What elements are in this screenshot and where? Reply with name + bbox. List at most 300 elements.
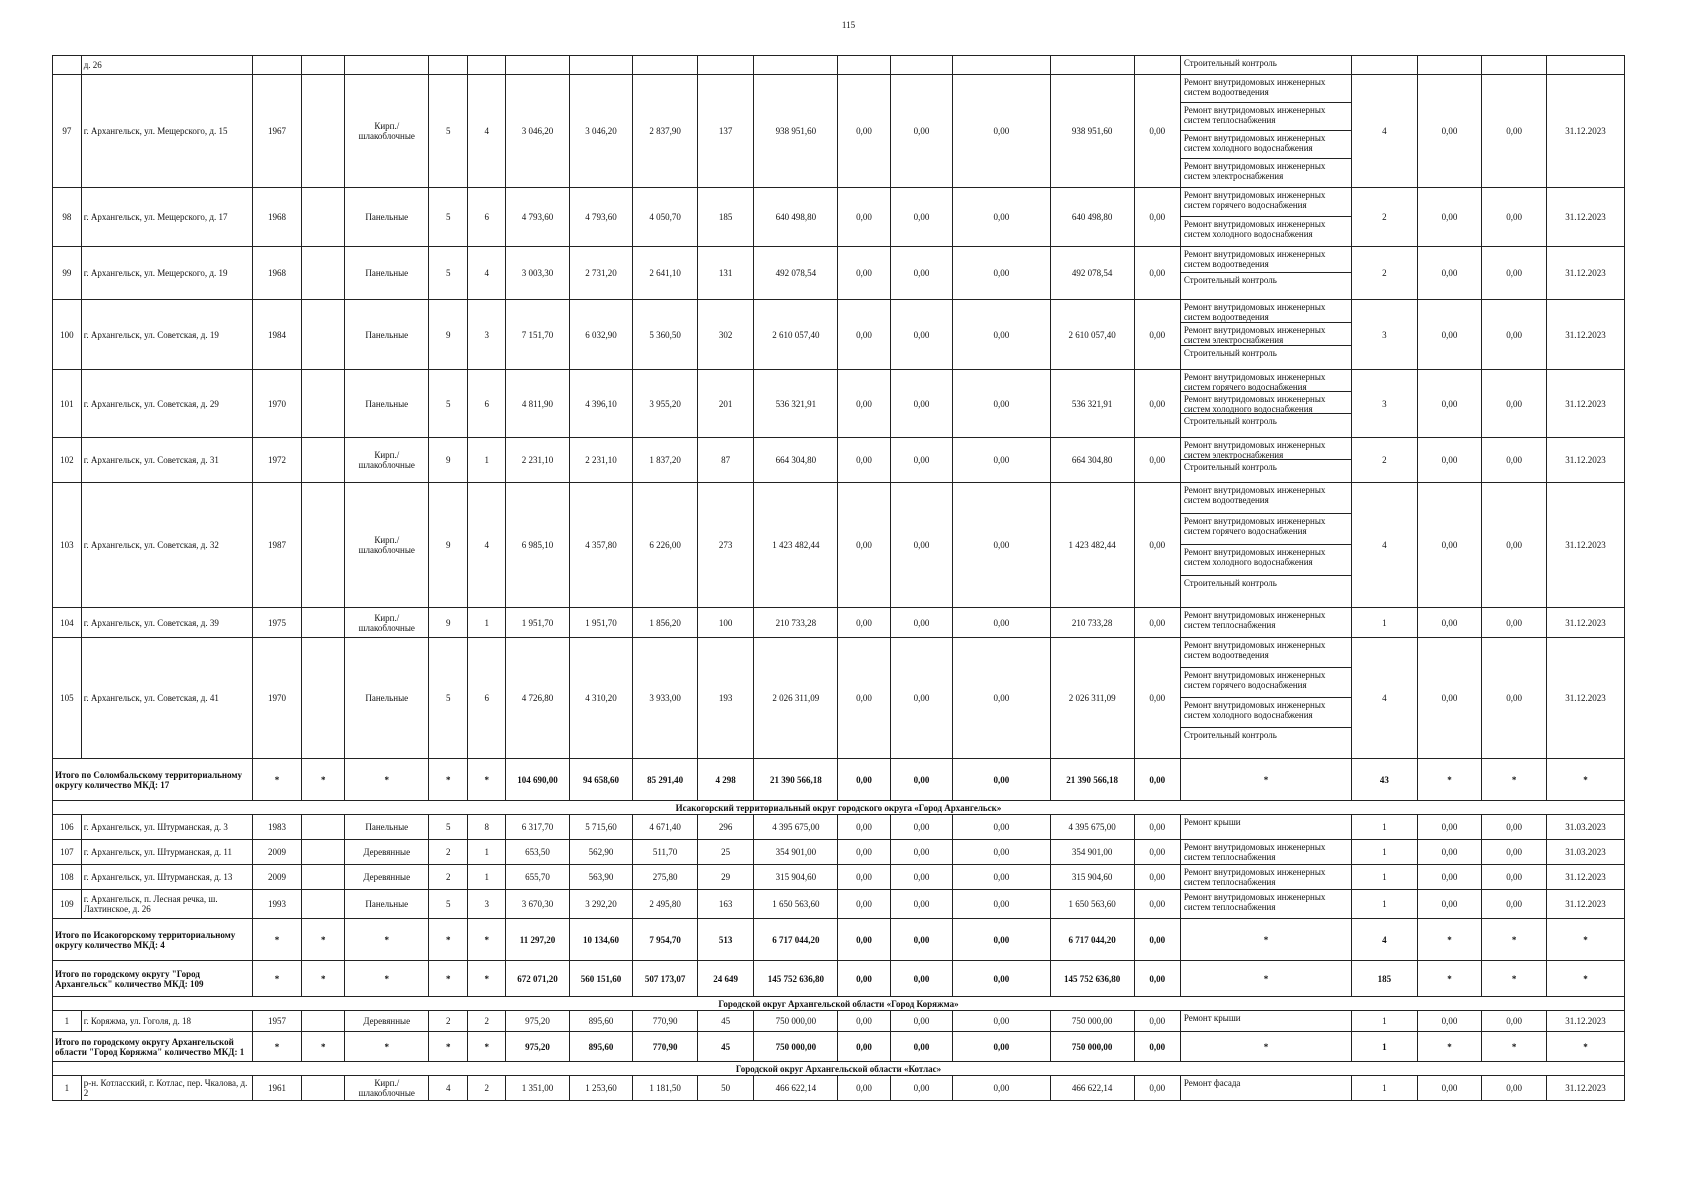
works-cell (1180, 1076, 1351, 1101)
table-cell: 672 071,20 (506, 961, 570, 997)
table-cell: 0,00 (838, 608, 890, 638)
table-cell: 1975 (252, 608, 301, 638)
table-cell: 29 (697, 865, 753, 890)
table-cell: 137 (697, 75, 753, 188)
total-label: Итого по Исакогорскому территориальному округу количество МКД: 4 (53, 919, 253, 961)
section-header-row (53, 801, 1625, 815)
table-cell: 0,00 (838, 961, 890, 997)
table-cell (754, 56, 838, 75)
table-cell: 9 (429, 438, 468, 483)
work-item: Ремонт внутридомовых инженерных систем теплоснабжения (1183, 892, 1326, 912)
table-row (53, 840, 1625, 865)
table-cell: 31.12.2023 (1546, 638, 1624, 759)
work-item: Ремонт внутридомовых инженерных систем горячего водоснабжения (1181, 668, 1351, 698)
work-item: Ремонт крыши (1183, 817, 1241, 827)
works-cell (1180, 370, 1351, 438)
table-cell: 0,00 (1134, 815, 1180, 840)
row-number: 1 (53, 1076, 82, 1101)
table-cell: 31.03.2023 (1546, 815, 1624, 840)
table-cell: 0,00 (838, 815, 890, 840)
table-cell: 0,00 (1417, 638, 1482, 759)
table-cell: 3 (468, 300, 506, 370)
table-cell: 1 650 563,60 (754, 890, 838, 919)
table-cell: * (1546, 759, 1624, 801)
table-cell: 7 151,70 (506, 300, 570, 370)
table-cell: 0,00 (1482, 840, 1547, 865)
table-cell: 492 078,54 (1050, 247, 1134, 300)
table-cell: 31.12.2023 (1546, 247, 1624, 300)
table-cell: 0,00 (890, 759, 953, 801)
table-cell: * (429, 919, 468, 961)
table-cell: 5 (429, 370, 468, 438)
table-cell: 50 (697, 1076, 753, 1101)
table-cell: 1 (1352, 890, 1418, 919)
table-cell: Панельные (345, 638, 429, 759)
table-cell: 145 752 636,80 (1050, 961, 1134, 997)
table-cell: 0,00 (1134, 483, 1180, 608)
works-cell (1180, 247, 1351, 300)
table-cell: 21 390 566,18 (754, 759, 838, 801)
table-cell: 0,00 (1482, 608, 1547, 638)
address-cell: г. Архангельск, п. Лесная речка, ш. Лахтинское, д. 26 (81, 890, 252, 919)
table-cell: 513 (697, 919, 753, 961)
table-cell: 0,00 (1482, 638, 1547, 759)
table-cell: 653,50 (506, 840, 570, 865)
address-cell: г. Архангельск, ул. Мещерского, д. 17 (81, 188, 252, 247)
works-cell (1180, 815, 1351, 840)
table-cell: 0,00 (838, 1032, 890, 1062)
address-cell: д. 26 (81, 56, 252, 75)
table-cell: 0,00 (1417, 188, 1482, 247)
table-cell: 0,00 (1417, 815, 1482, 840)
table-cell: 210 733,28 (1050, 608, 1134, 638)
address-cell: г. Архангельск, ул. Мещерского, д. 15 (81, 75, 252, 188)
row-number: 107 (53, 840, 82, 865)
table-cell: 640 498,80 (754, 188, 838, 247)
table-cell: * (1180, 1032, 1351, 1062)
table-cell: Панельные (345, 188, 429, 247)
work-item: Ремонт крыши (1183, 1013, 1241, 1023)
table-cell: 0,00 (953, 438, 1050, 483)
table-cell: 0,00 (1134, 1011, 1180, 1032)
table-cell: 0,00 (1482, 438, 1547, 483)
table-cell: Деревянные (345, 840, 429, 865)
work-item: Строительный контроль (1183, 275, 1277, 285)
table-cell: 5 360,50 (633, 300, 698, 370)
table-cell (302, 815, 345, 840)
address-cell: г. Архангельск, ул. Советская, д. 39 (81, 608, 252, 638)
table-cell: * (345, 1032, 429, 1062)
table-cell (429, 56, 468, 75)
table-cell: 1983 (252, 815, 301, 840)
table-cell: * (252, 759, 301, 801)
table-row (53, 300, 1625, 370)
section-title: Городской округ Архангельской области «Котлас» (53, 1062, 1625, 1076)
table-cell (302, 438, 345, 483)
table-cell: * (345, 961, 429, 997)
table-cell: Кирп./ шлакоблочные (345, 608, 429, 638)
works-cell (1180, 890, 1351, 919)
table-cell: 4 395 675,00 (1050, 815, 1134, 840)
table-cell: 5 (429, 890, 468, 919)
table-cell: * (302, 1032, 345, 1062)
table-cell: * (302, 961, 345, 997)
table-cell: 4 793,60 (506, 188, 570, 247)
row-number: 100 (53, 300, 82, 370)
table-cell: * (429, 759, 468, 801)
table-cell: Панельные (345, 300, 429, 370)
table-cell: 4 050,70 (633, 188, 698, 247)
table-cell: 4 298 (697, 759, 753, 801)
table-cell: * (468, 919, 506, 961)
row-number (53, 56, 82, 75)
address-cell: г. Архангельск, ул. Советская, д. 32 (81, 483, 252, 608)
section-header-row (53, 997, 1625, 1011)
table-cell: 0,00 (838, 890, 890, 919)
table-cell: 1 837,20 (633, 438, 698, 483)
work-item: Ремонт внутридомовых инженерных систем холодного водоснабжения (1181, 131, 1351, 159)
table-cell: 770,90 (633, 1011, 698, 1032)
table-cell: 1984 (252, 300, 301, 370)
work-item: Ремонт внутридомовых инженерных систем электроснабжения (1183, 161, 1326, 181)
table-cell: * (345, 759, 429, 801)
table-cell: 9 (429, 300, 468, 370)
table-cell: 3 955,20 (633, 370, 698, 438)
table-cell: 4 395 675,00 (754, 815, 838, 840)
table-row (53, 815, 1625, 840)
table-cell: 0,00 (1417, 840, 1482, 865)
table-cell: 3 (468, 890, 506, 919)
table-cell: 354 901,00 (1050, 840, 1134, 865)
table-cell: 1 351,00 (506, 1076, 570, 1101)
table-cell: Панельные (345, 247, 429, 300)
row-number: 102 (53, 438, 82, 483)
table-cell: 0,00 (953, 608, 1050, 638)
table-cell: 6 317,70 (506, 815, 570, 840)
table-cell (1050, 56, 1134, 75)
table-cell: 0,00 (1482, 370, 1547, 438)
table-cell: 0,00 (1482, 1076, 1547, 1101)
works-cell (1180, 75, 1351, 188)
table-cell: 975,20 (506, 1032, 570, 1062)
table-cell: 31.12.2023 (1546, 188, 1624, 247)
address-cell: г. Коряжма, ул. Гоголя, д. 18 (81, 1011, 252, 1032)
table-cell: 3 (1352, 300, 1418, 370)
table-cell: 296 (697, 815, 753, 840)
table-cell: 31.12.2023 (1546, 370, 1624, 438)
table-cell: 31.12.2023 (1546, 890, 1624, 919)
table-cell: 45 (697, 1011, 753, 1032)
table-cell: 0,00 (1417, 75, 1482, 188)
table-cell: 0,00 (1134, 865, 1180, 890)
table-cell: 1 856,20 (633, 608, 698, 638)
table-cell: 2 231,10 (506, 438, 570, 483)
table-cell (252, 56, 301, 75)
work-item: Ремонт внутридомовых инженерных систем холодного водоснабжения (1181, 545, 1351, 576)
table-cell: 0,00 (953, 75, 1050, 188)
table-row (53, 247, 1625, 300)
table-cell: Кирп./ шлакоблочные (345, 483, 429, 608)
table-cell: 2 (1352, 438, 1418, 483)
table-cell: 2 (468, 1011, 506, 1032)
table-cell: 2 837,90 (633, 75, 698, 188)
table-cell: 0,00 (890, 1076, 953, 1101)
table-cell: 1987 (252, 483, 301, 608)
works-cell (1180, 300, 1351, 370)
table-cell: Деревянные (345, 865, 429, 890)
table-cell: 2009 (252, 840, 301, 865)
table-cell: 0,00 (890, 483, 953, 608)
table-cell: 185 (697, 188, 753, 247)
table-cell: 94 658,60 (569, 759, 633, 801)
works-cell (1180, 840, 1351, 865)
table-cell: 0,00 (1417, 247, 1482, 300)
table-cell: 0,00 (953, 815, 1050, 840)
table-cell: 0,00 (1134, 890, 1180, 919)
table-cell (1134, 56, 1180, 75)
table-cell: 0,00 (1134, 759, 1180, 801)
table-cell: 24 649 (697, 961, 753, 997)
table-cell: 0,00 (1417, 865, 1482, 890)
table-cell: * (1180, 759, 1351, 801)
work-item: Ремонт внутридомовых инженерных систем горячего водоснабжения (1181, 370, 1351, 392)
table-cell: 8 (468, 815, 506, 840)
table-cell: 0,00 (1134, 300, 1180, 370)
table-cell: 0,00 (890, 840, 953, 865)
works-cell (1180, 865, 1351, 890)
table-cell: 0,00 (1482, 865, 1547, 890)
table-cell: 0,00 (1482, 75, 1547, 188)
table-cell: 0,00 (838, 840, 890, 865)
table-cell: 1 951,70 (569, 608, 633, 638)
work-item: Ремонт внутридомовых инженерных систем водоотведения (1181, 247, 1351, 273)
table-cell: 0,00 (1417, 890, 1482, 919)
works-cell (1180, 438, 1351, 483)
table-cell: 21 390 566,18 (1050, 759, 1134, 801)
table-cell: 0,00 (1134, 608, 1180, 638)
table-cell: 750 000,00 (754, 1011, 838, 1032)
work-item: Ремонт внутридомовых инженерных систем водоотведения (1181, 638, 1351, 668)
table-cell: 2 495,80 (633, 890, 698, 919)
table-cell: 2 641,10 (633, 247, 698, 300)
address-cell: г. Архангельск, ул. Советская, д. 41 (81, 638, 252, 759)
table-cell: 4 310,20 (569, 638, 633, 759)
capital-repair-register-table (52, 55, 1625, 1101)
table-row (53, 483, 1625, 608)
table-row (53, 608, 1625, 638)
table-cell: 4 (1352, 483, 1418, 608)
table-cell: 10 134,60 (569, 919, 633, 961)
table-cell: 1 253,60 (569, 1076, 633, 1101)
table-cell: 1 (1352, 815, 1418, 840)
table-cell: 6 717 044,20 (1050, 919, 1134, 961)
table-cell: 0,00 (1134, 919, 1180, 961)
work-item: Строительный контроль (1183, 58, 1277, 68)
address-cell: г. Архангельск, ул. Мещерского, д. 19 (81, 247, 252, 300)
table-cell: 938 951,60 (754, 75, 838, 188)
total-label: Итого по городскому округу "Город Архангельск" количество МКД: 109 (53, 961, 253, 997)
table-cell: 5 (429, 75, 468, 188)
table-cell: 3 933,00 (633, 638, 698, 759)
table-cell: 5 (429, 815, 468, 840)
work-item: Строительный контроль (1183, 416, 1277, 426)
table-cell: 87 (697, 438, 753, 483)
table-cell (302, 247, 345, 300)
table-cell: 104 690,00 (506, 759, 570, 801)
table-cell: 492 078,54 (754, 247, 838, 300)
table-cell: * (1546, 1032, 1624, 1062)
table-cell: 85 291,40 (633, 759, 698, 801)
table-cell: 43 (1352, 759, 1418, 801)
table-cell: 0,00 (1482, 483, 1547, 608)
table-cell (633, 56, 698, 75)
table-cell: 466 622,14 (754, 1076, 838, 1101)
table-cell: 0,00 (838, 300, 890, 370)
row-number: 99 (53, 247, 82, 300)
section-title: Городской округ Архангельской области «Город Коряжма» (53, 997, 1625, 1011)
table-cell: 0,00 (890, 370, 953, 438)
table-cell (302, 56, 345, 75)
table-cell: 4 793,60 (569, 188, 633, 247)
table-cell: 655,70 (506, 865, 570, 890)
table-cell: 302 (697, 300, 753, 370)
table-cell: 536 321,91 (754, 370, 838, 438)
table-cell: 1970 (252, 638, 301, 759)
table-cell: 750 000,00 (1050, 1011, 1134, 1032)
table-row (53, 1076, 1625, 1101)
table-cell: 2 610 057,40 (1050, 300, 1134, 370)
table-cell: 31.12.2023 (1546, 75, 1624, 188)
table-cell: 0,00 (1134, 247, 1180, 300)
table-cell: 273 (697, 483, 753, 608)
address-cell: г. Архангельск, ул. Советская, д. 31 (81, 438, 252, 483)
table-cell: Кирп./ шлакоблочные (345, 75, 429, 188)
table-cell: 938 951,60 (1050, 75, 1134, 188)
table-cell: 0,00 (890, 188, 953, 247)
table-cell: 163 (697, 890, 753, 919)
table-cell: 2 (468, 1076, 506, 1101)
work-item: Ремонт внутридомовых инженерных систем теплоснабжения (1183, 842, 1326, 862)
table-cell (697, 56, 753, 75)
table-cell (302, 300, 345, 370)
table-cell: 5 715,60 (569, 815, 633, 840)
table-cell: 1 423 482,44 (754, 483, 838, 608)
works-cell (1180, 608, 1351, 638)
table-cell: 2 (1352, 188, 1418, 247)
row-number: 97 (53, 75, 82, 188)
work-item: Ремонт внутридомовых инженерных систем теплоснабжения (1183, 610, 1326, 630)
table-cell: 1 (1352, 1032, 1418, 1062)
table-cell: * (1417, 759, 1482, 801)
table-cell: 0,00 (890, 919, 953, 961)
table-row (53, 438, 1625, 483)
table-cell (302, 75, 345, 188)
table-cell: 0,00 (1417, 438, 1482, 483)
table-cell: 466 622,14 (1050, 1076, 1134, 1101)
table-cell: 1 (1352, 1076, 1418, 1101)
table-cell: 6 032,90 (569, 300, 633, 370)
table-cell: 0,00 (1134, 638, 1180, 759)
table-cell: Кирп./ шлакоблочные (345, 438, 429, 483)
works-cell (1180, 1011, 1351, 1032)
table-cell: 2 610 057,40 (754, 300, 838, 370)
row-number: 109 (53, 890, 82, 919)
table-cell: 562,90 (569, 840, 633, 865)
table-cell: 2 231,10 (569, 438, 633, 483)
table-cell: * (1482, 759, 1547, 801)
work-item: Ремонт фасада (1183, 1078, 1241, 1088)
table-cell: 31.12.2023 (1546, 1076, 1624, 1101)
work-item: Строительный контроль (1183, 462, 1277, 472)
table-cell: 1 (468, 438, 506, 483)
total-label: Итого по городскому округу Архангельской области "Город Коряжма" количество МКД: 1 (53, 1032, 253, 1062)
work-item: Ремонт внутридомовых инженерных систем горячего водоснабжения (1181, 514, 1351, 545)
table-cell: 315 904,60 (754, 865, 838, 890)
table-cell: 640 498,80 (1050, 188, 1134, 247)
table-cell: 0,00 (953, 961, 1050, 997)
table-cell: * (252, 1032, 301, 1062)
table-cell: 4 671,40 (633, 815, 698, 840)
table-cell: 185 (1352, 961, 1418, 997)
table-cell: 0,00 (1134, 1032, 1180, 1062)
table-cell: 5 (429, 247, 468, 300)
table-cell (302, 1011, 345, 1032)
table-cell: 1968 (252, 188, 301, 247)
work-item: Ремонт внутридомовых инженерных систем водоотведения (1181, 483, 1351, 514)
row-number: 106 (53, 815, 82, 840)
table-cell: 1 (468, 840, 506, 865)
table-cell: 6 985,10 (506, 483, 570, 608)
table-cell: 6 (468, 638, 506, 759)
table-cell: 0,00 (838, 919, 890, 961)
table-cell: 4 396,10 (569, 370, 633, 438)
table-cell: 0,00 (890, 608, 953, 638)
table-cell: 0,00 (838, 865, 890, 890)
table-cell: 0,00 (953, 483, 1050, 608)
table-cell: 0,00 (1134, 961, 1180, 997)
table-cell: 1 (1352, 865, 1418, 890)
table-cell: 770,90 (633, 1032, 698, 1062)
table-cell: 4 (468, 483, 506, 608)
table-cell: * (1482, 1032, 1547, 1062)
table-cell: 31.12.2023 (1546, 483, 1624, 608)
work-item: Ремонт внутридомовых инженерных систем холодного водоснабжения (1183, 219, 1326, 239)
section-header-row (53, 1062, 1625, 1076)
table-cell (468, 56, 506, 75)
table-cell: 1993 (252, 890, 301, 919)
table-cell: 45 (697, 1032, 753, 1062)
works-cell (1180, 638, 1351, 759)
table-cell: 4 (468, 247, 506, 300)
work-item: Строительный контроль (1183, 578, 1277, 588)
table-cell: 0,00 (1417, 370, 1482, 438)
table-cell: 0,00 (1482, 815, 1547, 840)
table-cell: * (1417, 1032, 1482, 1062)
table-cell: 0,00 (838, 1011, 890, 1032)
table-cell: 1961 (252, 1076, 301, 1101)
table-cell: * (468, 759, 506, 801)
table-cell: Деревянные (345, 1011, 429, 1032)
table-cell (838, 56, 890, 75)
table-cell: 315 904,60 (1050, 865, 1134, 890)
table-cell: 0,00 (953, 1076, 1050, 1101)
work-item: Ремонт внутридомовых инженерных систем водоотведения (1181, 75, 1351, 103)
table-cell: 9 (429, 483, 468, 608)
table-cell: * (429, 961, 468, 997)
table-cell: * (1180, 961, 1351, 997)
table-cell: 0,00 (953, 865, 1050, 890)
table-cell: 750 000,00 (754, 1032, 838, 1062)
